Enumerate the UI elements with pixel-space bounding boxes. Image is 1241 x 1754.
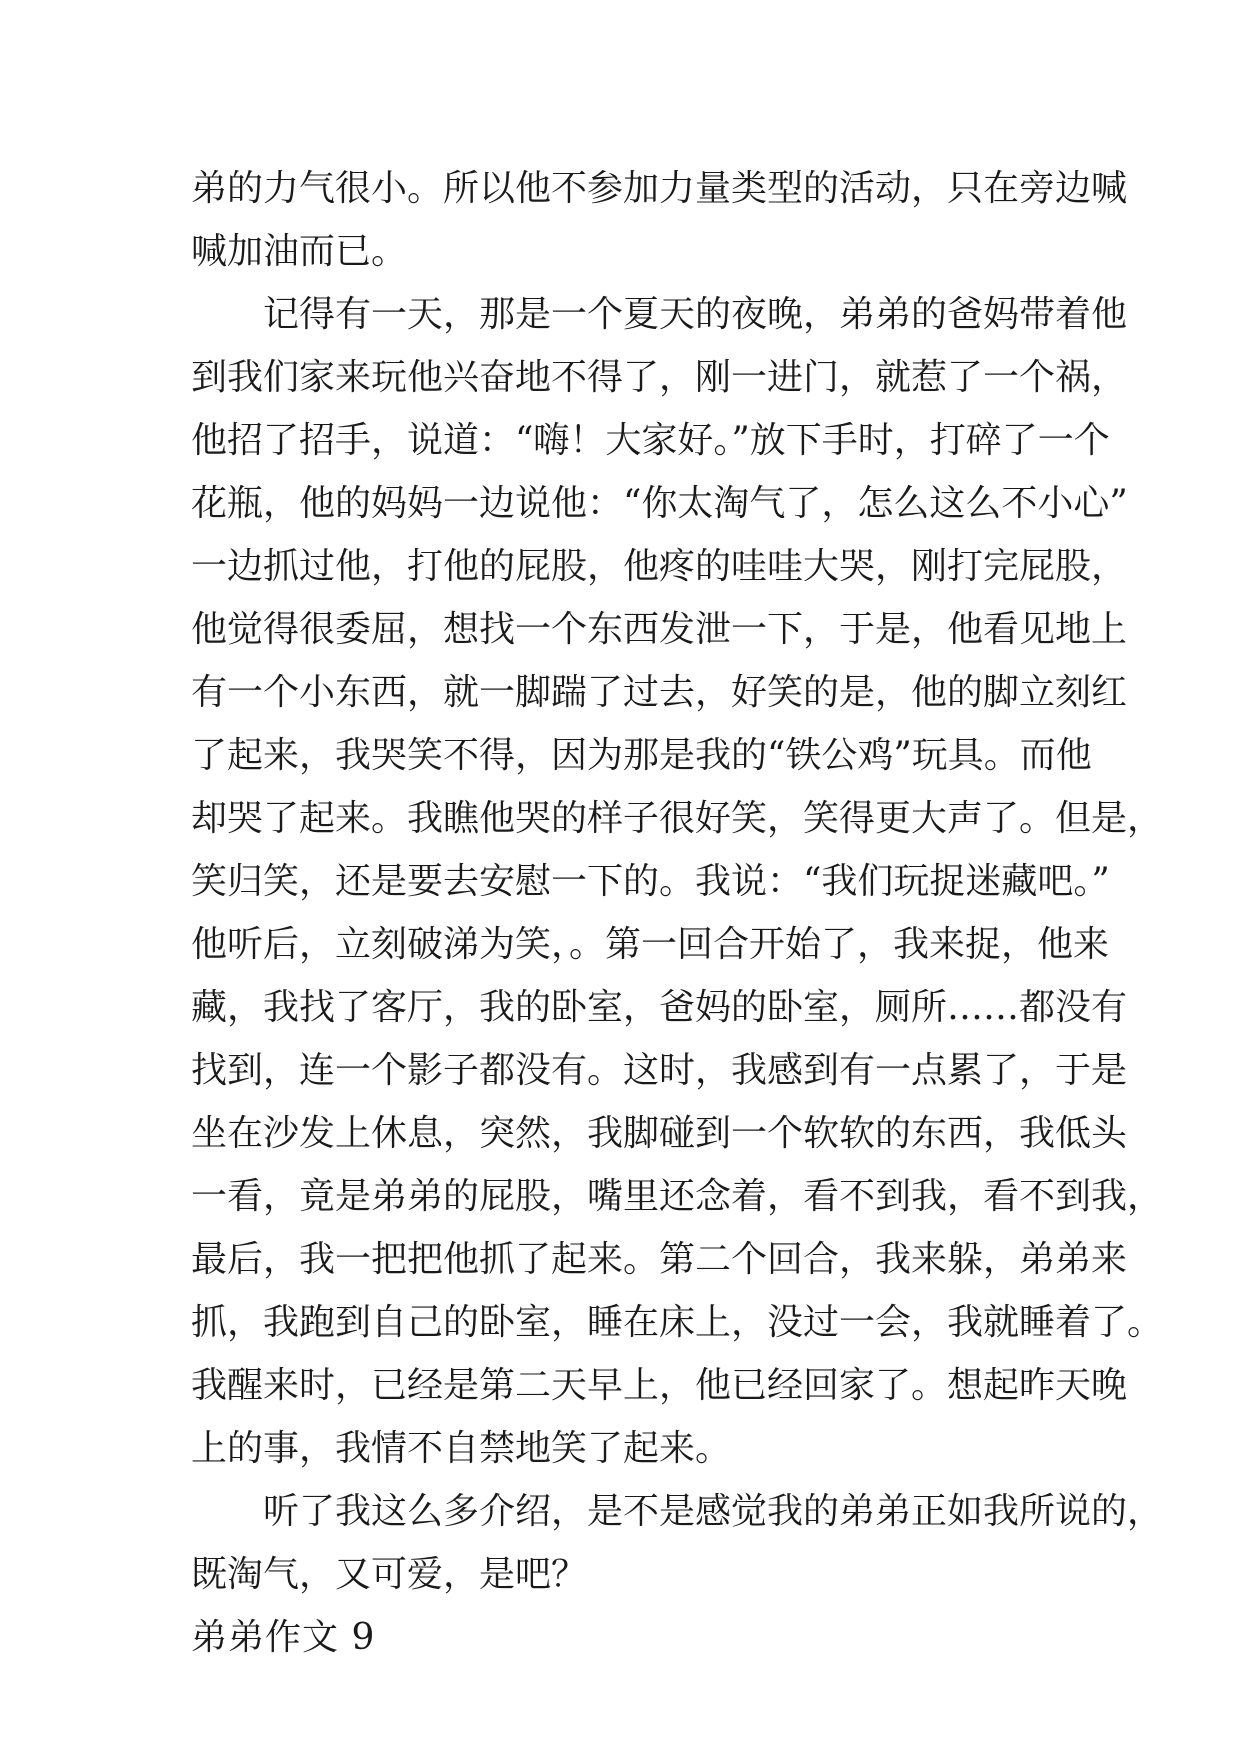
text-line: 上的事，我情不自禁地笑了起来。 bbox=[191, 1428, 732, 1469]
text-line: 一边抓过他，打他的屁股，他疼的哇哇大哭，刚打完屁股， bbox=[191, 546, 1128, 587]
paragraph-2 bbox=[191, 283, 1164, 1480]
text-line: 找到，连一个影子都没有。这时，我感到有一点累了，于是 bbox=[191, 1050, 1128, 1091]
text-line: 喊加油而已。 bbox=[191, 231, 408, 272]
text-line: 花瓶，他的妈妈一边说他：“你太淘气了，怎么这么不小心” bbox=[191, 483, 1128, 524]
text-line: 笑归笑，还是要去安慰一下的。我说：“我们玩捉迷藏吧。” bbox=[191, 861, 1110, 902]
text-line: 他听后，立刻破涕为笑，。第一回合开始了，我来捉，他来 bbox=[191, 924, 1110, 965]
text-line: 他觉得很委屈，想找一个东西发泄一下，于是，他看见地上 bbox=[191, 609, 1128, 650]
text-line: 抓，我跑到自己的卧室，睡在床上，没过一会，我就睡着了。 bbox=[191, 1302, 1164, 1343]
text-line: 他招了招手，说道：“嗨！大家好。”放下手时，打碎了一个 bbox=[191, 420, 1110, 461]
text-line: 既淘气，又可爱，是吧？ bbox=[191, 1554, 588, 1595]
paragraph-1 bbox=[191, 157, 1128, 283]
paragraph-3 bbox=[191, 1480, 1164, 1606]
section-title: 弟弟作文 9 bbox=[191, 1617, 376, 1658]
text-line: 一看，竟是弟弟的屁股，嘴里还念着，看不到我，看不到我， bbox=[191, 1176, 1164, 1217]
text-line: 弟的力气很小。所以他不参加力量类型的活动，只在旁边喊 bbox=[191, 168, 1128, 209]
text-line: 坐在沙发上休息，突然，我脚碰到一个软软的东西，我低头 bbox=[191, 1113, 1128, 1154]
text-line: 听了我这么多介绍，是不是感觉我的弟弟正如我所说的， bbox=[263, 1491, 1164, 1532]
essay-body bbox=[191, 157, 1164, 1669]
text-line: 我醒来时，已经是第二天早上，他已经回家了。想起昨天晚 bbox=[191, 1365, 1128, 1406]
text-line: 了起来，我哭笑不得，因为那是我的“铁公鸡”玩具。而他 bbox=[191, 735, 1092, 776]
text-line: 到我们家来玩他兴奋地不得了，刚一进门，就惹了一个祸， bbox=[191, 357, 1128, 398]
text-line: 藏，我找了客厅，我的卧室，爸妈的卧室，厕所……都没有 bbox=[191, 987, 1128, 1028]
text-line: 记得有一天，那是一个夏天的夜晚，弟弟的爸妈带着他 bbox=[263, 294, 1128, 335]
text-line: 有一个小东西，就一脚踹了过去，好笑的是，他的脚立刻红 bbox=[191, 672, 1128, 713]
text-line: 却哭了起来。我瞧他哭的样子很好笑，笑得更大声了。但是， bbox=[191, 798, 1164, 839]
text-line: 最后，我一把把他抓了起来。第二个回合，我来躲，弟弟来 bbox=[191, 1239, 1128, 1280]
